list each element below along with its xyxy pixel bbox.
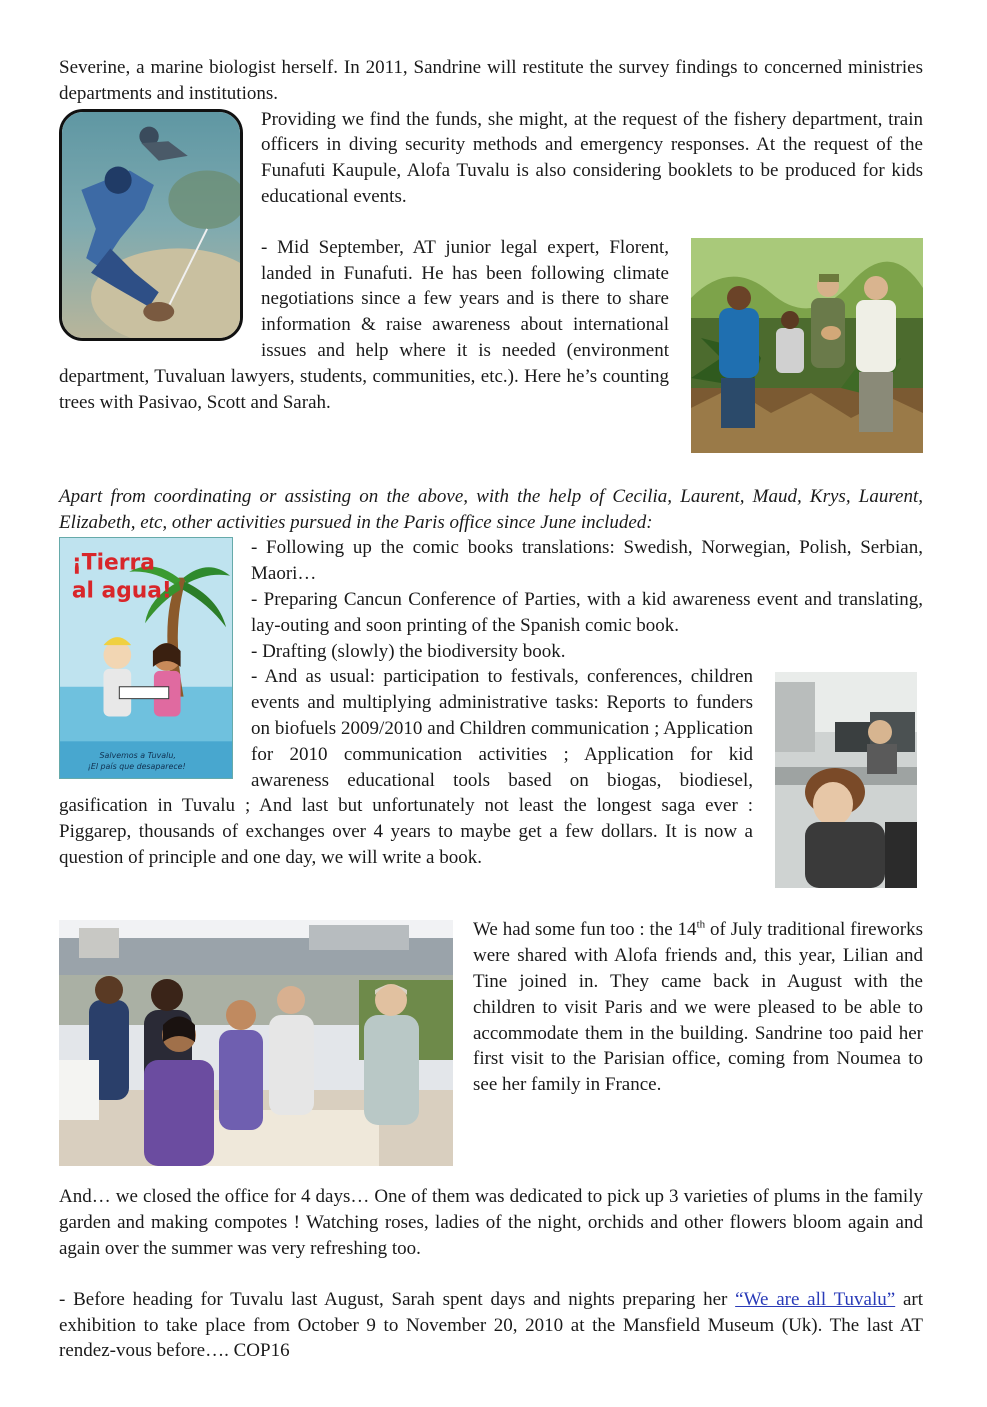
document-page (59, 55, 923, 1364)
fun-text-rest: of July traditional fireworks were shared with Alofa friends and, this year, Lilian and Tine joined in. They came back in August with the children to visit Paris and we were pleased to be able to accommodate them in the building. Sandrine too paid her first visit to the Parisian office, coming from Noumea to see her family in France. (473, 919, 923, 1096)
paragraph-funds: Providing we find the funds, she might, at the request of the fishery department, train officers in diving security methods and emergency responses. At the request of the Funafuti Kaupule, Alofa Tuvalu is also considering booklets to be produced for kids educational events. (261, 108, 923, 207)
diver-photo (59, 109, 243, 341)
rooftop-group-photo (59, 920, 453, 1166)
paragraph-intro: Severine, a marine biologist herself. In 2011, Sandrine will restitute the survey findings to concerned ministries departments and institutions. (59, 57, 923, 104)
sarah-text-start: - Before heading for Tuvalu last August, Sarah spent days and nights preparing her (59, 1288, 736, 1310)
comic-book-cover (59, 537, 233, 779)
comic-caption-line1: Salvemos a Tuvalu, (99, 751, 176, 761)
bullet-cancun: - Preparing Cancun Conference of Parties, with a kid awareness event and translating, lay-outing and soon printing of the Spanish comic book. (251, 588, 923, 636)
paragraph-closed-office: And… we closed the office for 4 days… One of them was dedicated to pick up 3 varieties of plums in the family garden and making compotes ! Watching roses, ladies of the night, orchids and other flowers bloom again and again over the summer was very refreshing too. (59, 1186, 923, 1259)
comic-title-line1: ¡Tierra (71, 551, 155, 577)
fun-text-superscript: th (696, 919, 706, 932)
we-are-all-tuvalu-link[interactable]: “We are all Tuvalu” (735, 1288, 896, 1310)
bullet-comic-translations: - Following up the comic books translations: Swedish, Norwegian, Polish, Serbian, Maori… (251, 537, 923, 585)
comic-title-line2: al agua! (71, 578, 172, 604)
tree-counting-photo (691, 238, 923, 453)
paragraph-florent: - Mid September, AT junior legal expert, Florent, landed in Funafuti. He has been following climate negotiations since a few years and is there to share information & raise awareness about international issues and help where it is needed (environment department, Tuvaluan lawyers, students, communities, etc.). Here he’s counting trees with Pasivao, Scott and Sarah. (59, 236, 669, 413)
comic-caption-line2: ¡El país que desaparece! (87, 762, 186, 772)
bullet-biodiversity: - Drafting (slowly) the biodiversity book. (251, 640, 566, 662)
paragraph-apart: Apart from coordinating or assisting on the above, with the help of Cecilia, Laurent, Maud, Krys, Laurent, Elizabeth, etc, other activities pursued in the Paris office since June included: (59, 485, 923, 533)
fun-text-start: We had some fun too : the 14 (473, 919, 697, 941)
sarah-text-rest: art exhibition to take place from October 9 to November 20, 2010 at the Mansfield Museum (Uk). The last AT rendez-vous before…. COP16 (59, 1288, 924, 1362)
paragraph-sarah-exhibition (59, 1287, 923, 1364)
office-photo (775, 672, 917, 888)
bullet-as-usual: - And as usual: participation to festivals, conferences, children events and multiplying administrative tasks: Reports to funders on biofuels 2009/2010 and Children communication ; Application for 2010 communication activities ; Application for kid awareness educational tools based on biogas, biodiesel, gasification in Tuvalu ; And last but unfortunately not least the longest saga ever : Piggarep, thousands of exchanges over 4 years to maybe get a few dollars. It is now a question of principle and one day, we will write a book. (59, 666, 753, 868)
